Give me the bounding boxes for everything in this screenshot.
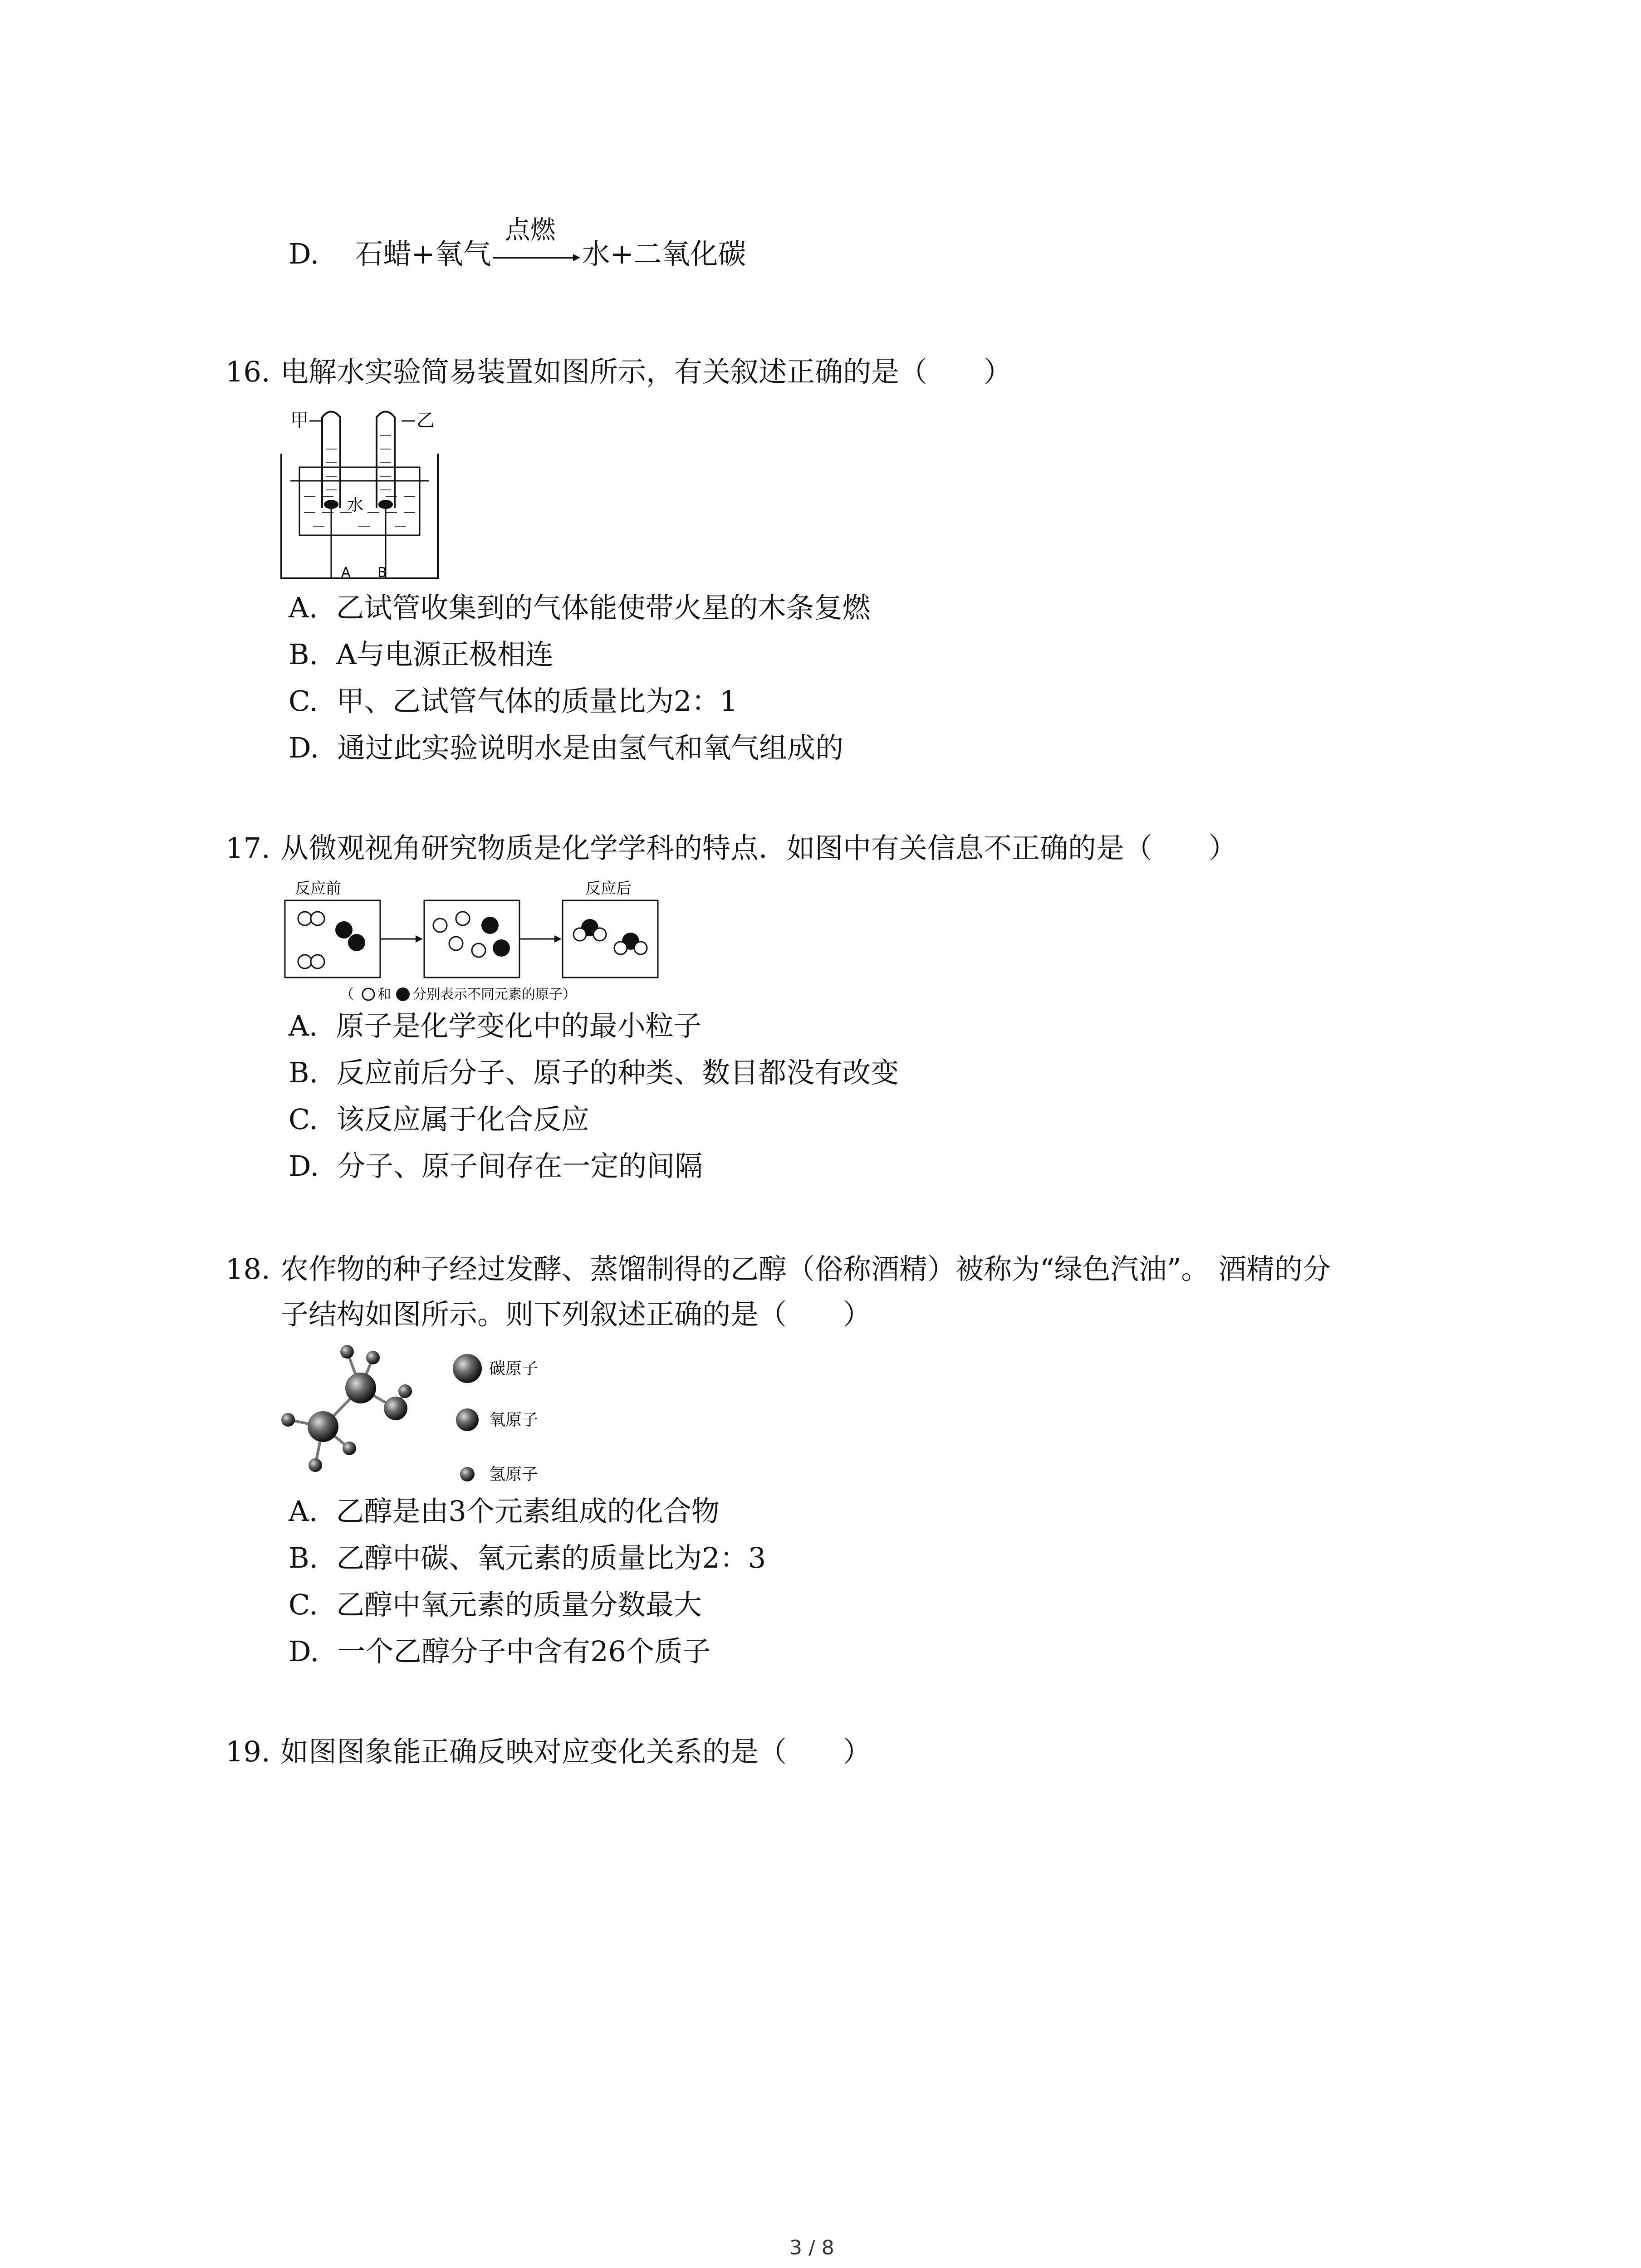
q18-option-c [289, 1587, 702, 1623]
legend-text: 分别表示不同元素的原子） [413, 987, 576, 1002]
option-label: B. [289, 638, 318, 671]
reaction-diagram [277, 875, 676, 1007]
water-label: 水 [347, 496, 364, 514]
q16-option-a [289, 590, 871, 626]
option-text: 该反应属于化合反应 [336, 1103, 589, 1136]
page-number: 3 / 8 [789, 2236, 834, 2259]
legend-oxygen: 氧原子 [489, 1411, 539, 1429]
option-label: A. [289, 591, 318, 624]
q18-option-b [289, 1540, 766, 1576]
option-text: 乙醇是由3个元素组成的化合物 [336, 1495, 720, 1528]
question-number: 19. [225, 1735, 270, 1768]
equation-left: 石蜡+氧气 [355, 237, 491, 270]
option-label: D. [289, 1635, 319, 1668]
option-label: C. [289, 1588, 318, 1621]
option-label: B. [289, 1056, 318, 1089]
before-label: 反应前 [295, 880, 341, 898]
option-label: A. [289, 1495, 318, 1528]
q18-option-a [289, 1493, 720, 1530]
q16-option-d [289, 730, 843, 766]
tube-right-label: 乙 [416, 410, 435, 431]
q16-option-b [289, 636, 554, 673]
q15-option-d [289, 215, 746, 272]
question-number: 16. [225, 355, 270, 388]
electrolysis-figure [272, 399, 445, 590]
option-label: B. [289, 1541, 318, 1574]
equation-right: 水+二氧化碳 [582, 237, 746, 270]
question-number: 17. [225, 831, 270, 865]
tube-left-label: 甲 [290, 410, 309, 431]
option-text: 原子是化学变化中的最小粒子 [336, 1009, 702, 1042]
option-text: 一个乙醇分子中含有26个质子 [337, 1635, 711, 1668]
option-text: 乙醇中氧元素的质量分数最大 [336, 1588, 702, 1621]
question-stem-line1: 农作物的种子经过发酵、蒸馏制得的乙醇（俗称酒精）被称为“绿色汽油”。 酒精的分 [280, 1252, 1331, 1286]
q17-option-d [289, 1148, 703, 1184]
electrode-b-label: B [377, 565, 387, 581]
option-label: D. [289, 237, 319, 270]
question-number: 18. [225, 1252, 270, 1286]
option-text: 通过此实验说明水是由氢气和氧气组成的 [337, 731, 844, 764]
legend-hydrogen: 氢原子 [489, 1465, 539, 1484]
q17-option-c [289, 1101, 589, 1138]
electrode-a-label: A [341, 565, 351, 581]
option-label: C. [289, 684, 318, 718]
q18-option-d [289, 1633, 710, 1670]
question-stem: 从微观视角研究物质是化学学科的特点．如图中有关信息不正确的是（ ） [280, 831, 1237, 865]
reaction-condition: 点燃 [505, 215, 556, 245]
after-label: 反应后 [585, 880, 632, 898]
option-text: 乙试管收集到的气体能使带火星的木条复燃 [336, 591, 871, 624]
option-label: D. [289, 1149, 319, 1183]
legend-carbon: 碳原子 [489, 1359, 539, 1378]
option-label: D. [289, 731, 319, 764]
legend-and: 和 [377, 987, 391, 1002]
option-label: A. [289, 1009, 318, 1042]
ethanol-molecule-figure [272, 1336, 563, 1495]
reaction-arrow [491, 215, 582, 272]
option-label: C. [289, 1103, 318, 1136]
q17-option-b [289, 1055, 899, 1091]
question-stem: 如图图象能正确反映对应变化关系的是（ ） [280, 1735, 872, 1768]
option-text: A与电源正极相连 [336, 638, 554, 671]
option-text: 乙醇中碳、氧元素的质量比为2：3 [336, 1541, 766, 1574]
question-stem: 电解水实验简易装置如图所示，有关叙述正确的是（ ） [280, 355, 1012, 388]
question-stem-line2: 子结构如图所示。则下列叙述正确的是（ ） [280, 1298, 872, 1331]
q16-option-c [289, 683, 738, 719]
arrow-icon [491, 253, 582, 262]
option-text: 反应前后分子、原子的种类、数目都没有改变 [336, 1056, 899, 1089]
q17-option-a [289, 1008, 702, 1044]
option-text: 甲、乙试管气体的质量比为2：1 [336, 684, 738, 718]
legend-prefix: （ [340, 987, 354, 1002]
option-text: 分子、原子间存在一定的间隔 [337, 1149, 703, 1183]
